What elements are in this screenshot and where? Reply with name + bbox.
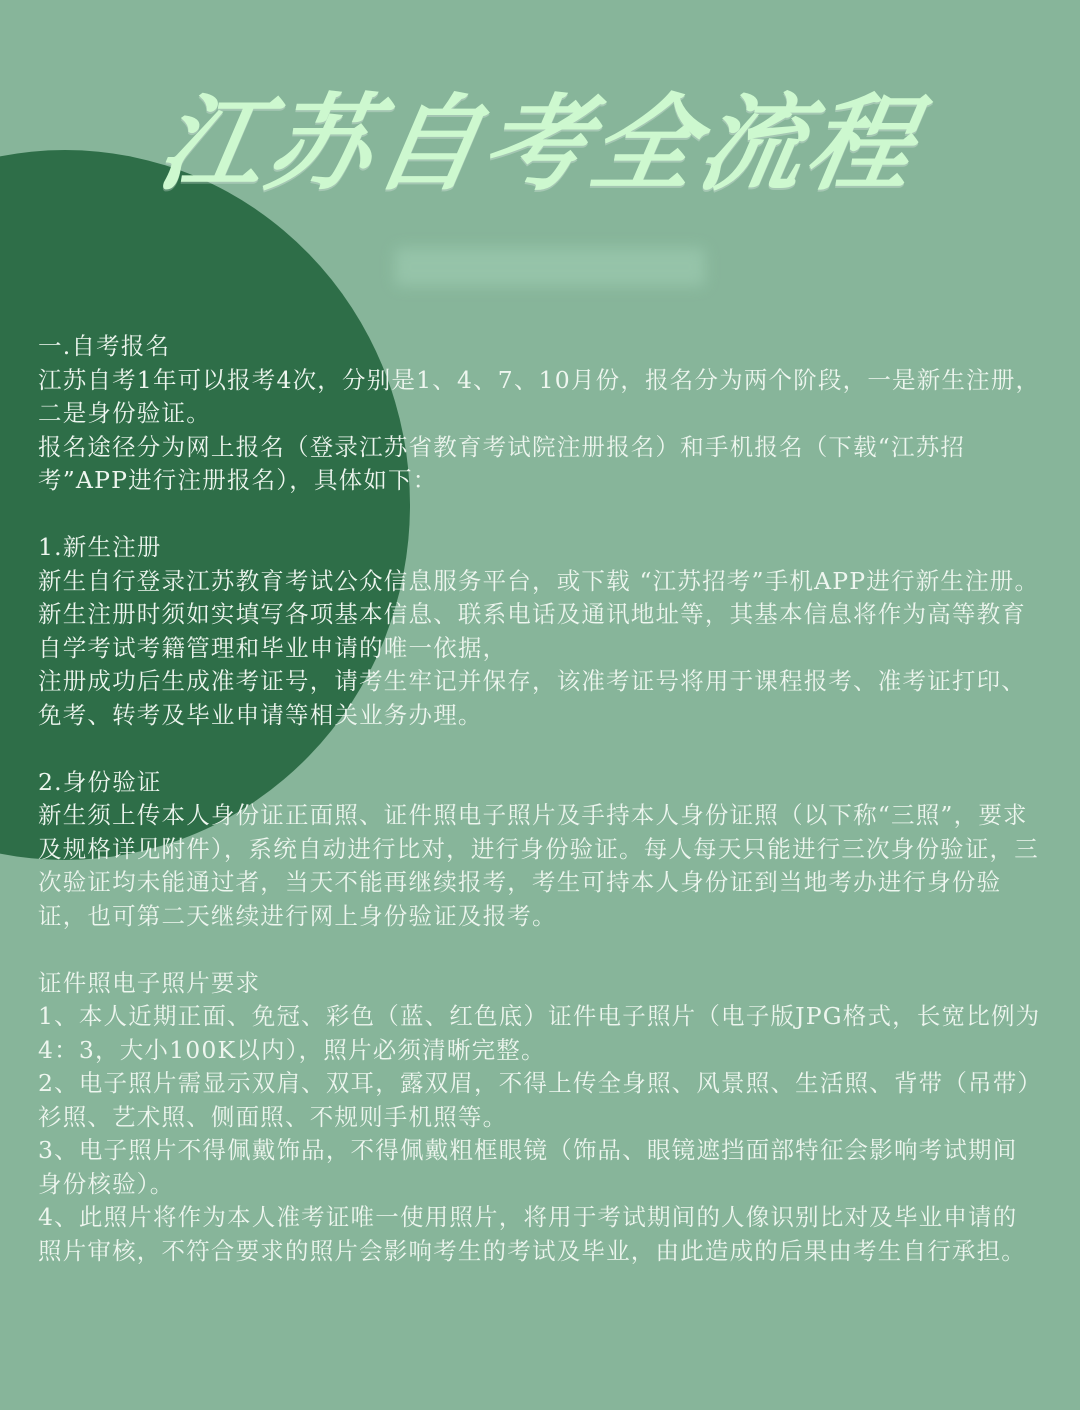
paragraph: 新生注册时须如实填写各项基本信息、联系电话及通讯地址等，其基本信息将作为高等教育自学考试考籍管理和毕业申请的唯一依据， — [38, 600, 1026, 662]
list-item: 4、此照片将作为本人准考证唯一使用照片，将用于考试期间的人像识别比对及毕业申请的照片审核，不符合要求的照片会影响考生的考试及毕业，由此造成的后果由考生自行承担。 — [38, 1203, 1026, 1265]
section-heading-registration: 一.自考报名 — [38, 332, 171, 360]
blurred-subtitle — [395, 248, 705, 286]
paragraph: 江苏自考1年可以报考4次，分别是1、4、7、10月份，报名分为两个阶段，一是新生注册，二是身份验证。 — [38, 365, 1041, 427]
section-heading-new-student: 1.新生注册 — [38, 533, 162, 561]
article-body — [38, 330, 1042, 1268]
list-item: 1、本人近期正面、免冠、彩色（蓝、红色底）证件电子照片（电子版JPG格式，长宽比例为4：3，大小100K以内），照片必须清晰完整。 — [38, 1002, 1041, 1064]
list-item: 3、电子照片不得佩戴饰品，不得佩戴粗框眼镜（饰品、眼镜遮挡面部特征会影响考试期间身份核验）。 — [38, 1136, 1018, 1198]
section-heading-photo: 证件照电子照片要求 — [38, 968, 261, 997]
section-heading-identity: 2.身份验证 — [38, 767, 162, 796]
paragraph: 报名途径分为网上报名（登录江苏省教育考试院注册报名）和手机报名（下载“江苏招考”APP进行注册报名），具体如下： — [38, 432, 966, 494]
paragraph: 新生自行登录江苏教育考试公众信息服务平台，或下载 “江苏招考”手机APP进行新生注册。 — [38, 566, 1040, 595]
paragraph: 新生须上传本人身份证正面照、证件照电子照片及手持本人身份证照（以下称“三照”，要求及规格详见附件），系统自动进行比对，进行身份验证。每人每天只能进行三次身份验证，三次验证均未能通过者，当天不能再继续报考，考生可持本人身份证到当地考办进行身份验证，也可第二天继续进行网上身份验证及报考。 — [38, 801, 1039, 930]
list-item: 2、电子照片需显示双肩、双耳，露双眉，不得上传全身照、风景照、生活照、背带（吊带）衫照、艺术照、侧面照、不规则手机照等。 — [38, 1069, 1031, 1131]
paragraph: 注册成功后生成准考证号，请考生牢记并保存，该准考证号将用于课程报考、准考证打印、免考、转考及毕业申请等相关业务办理。 — [38, 667, 1026, 729]
page-title: 江苏自考全流程 — [149, 83, 928, 205]
